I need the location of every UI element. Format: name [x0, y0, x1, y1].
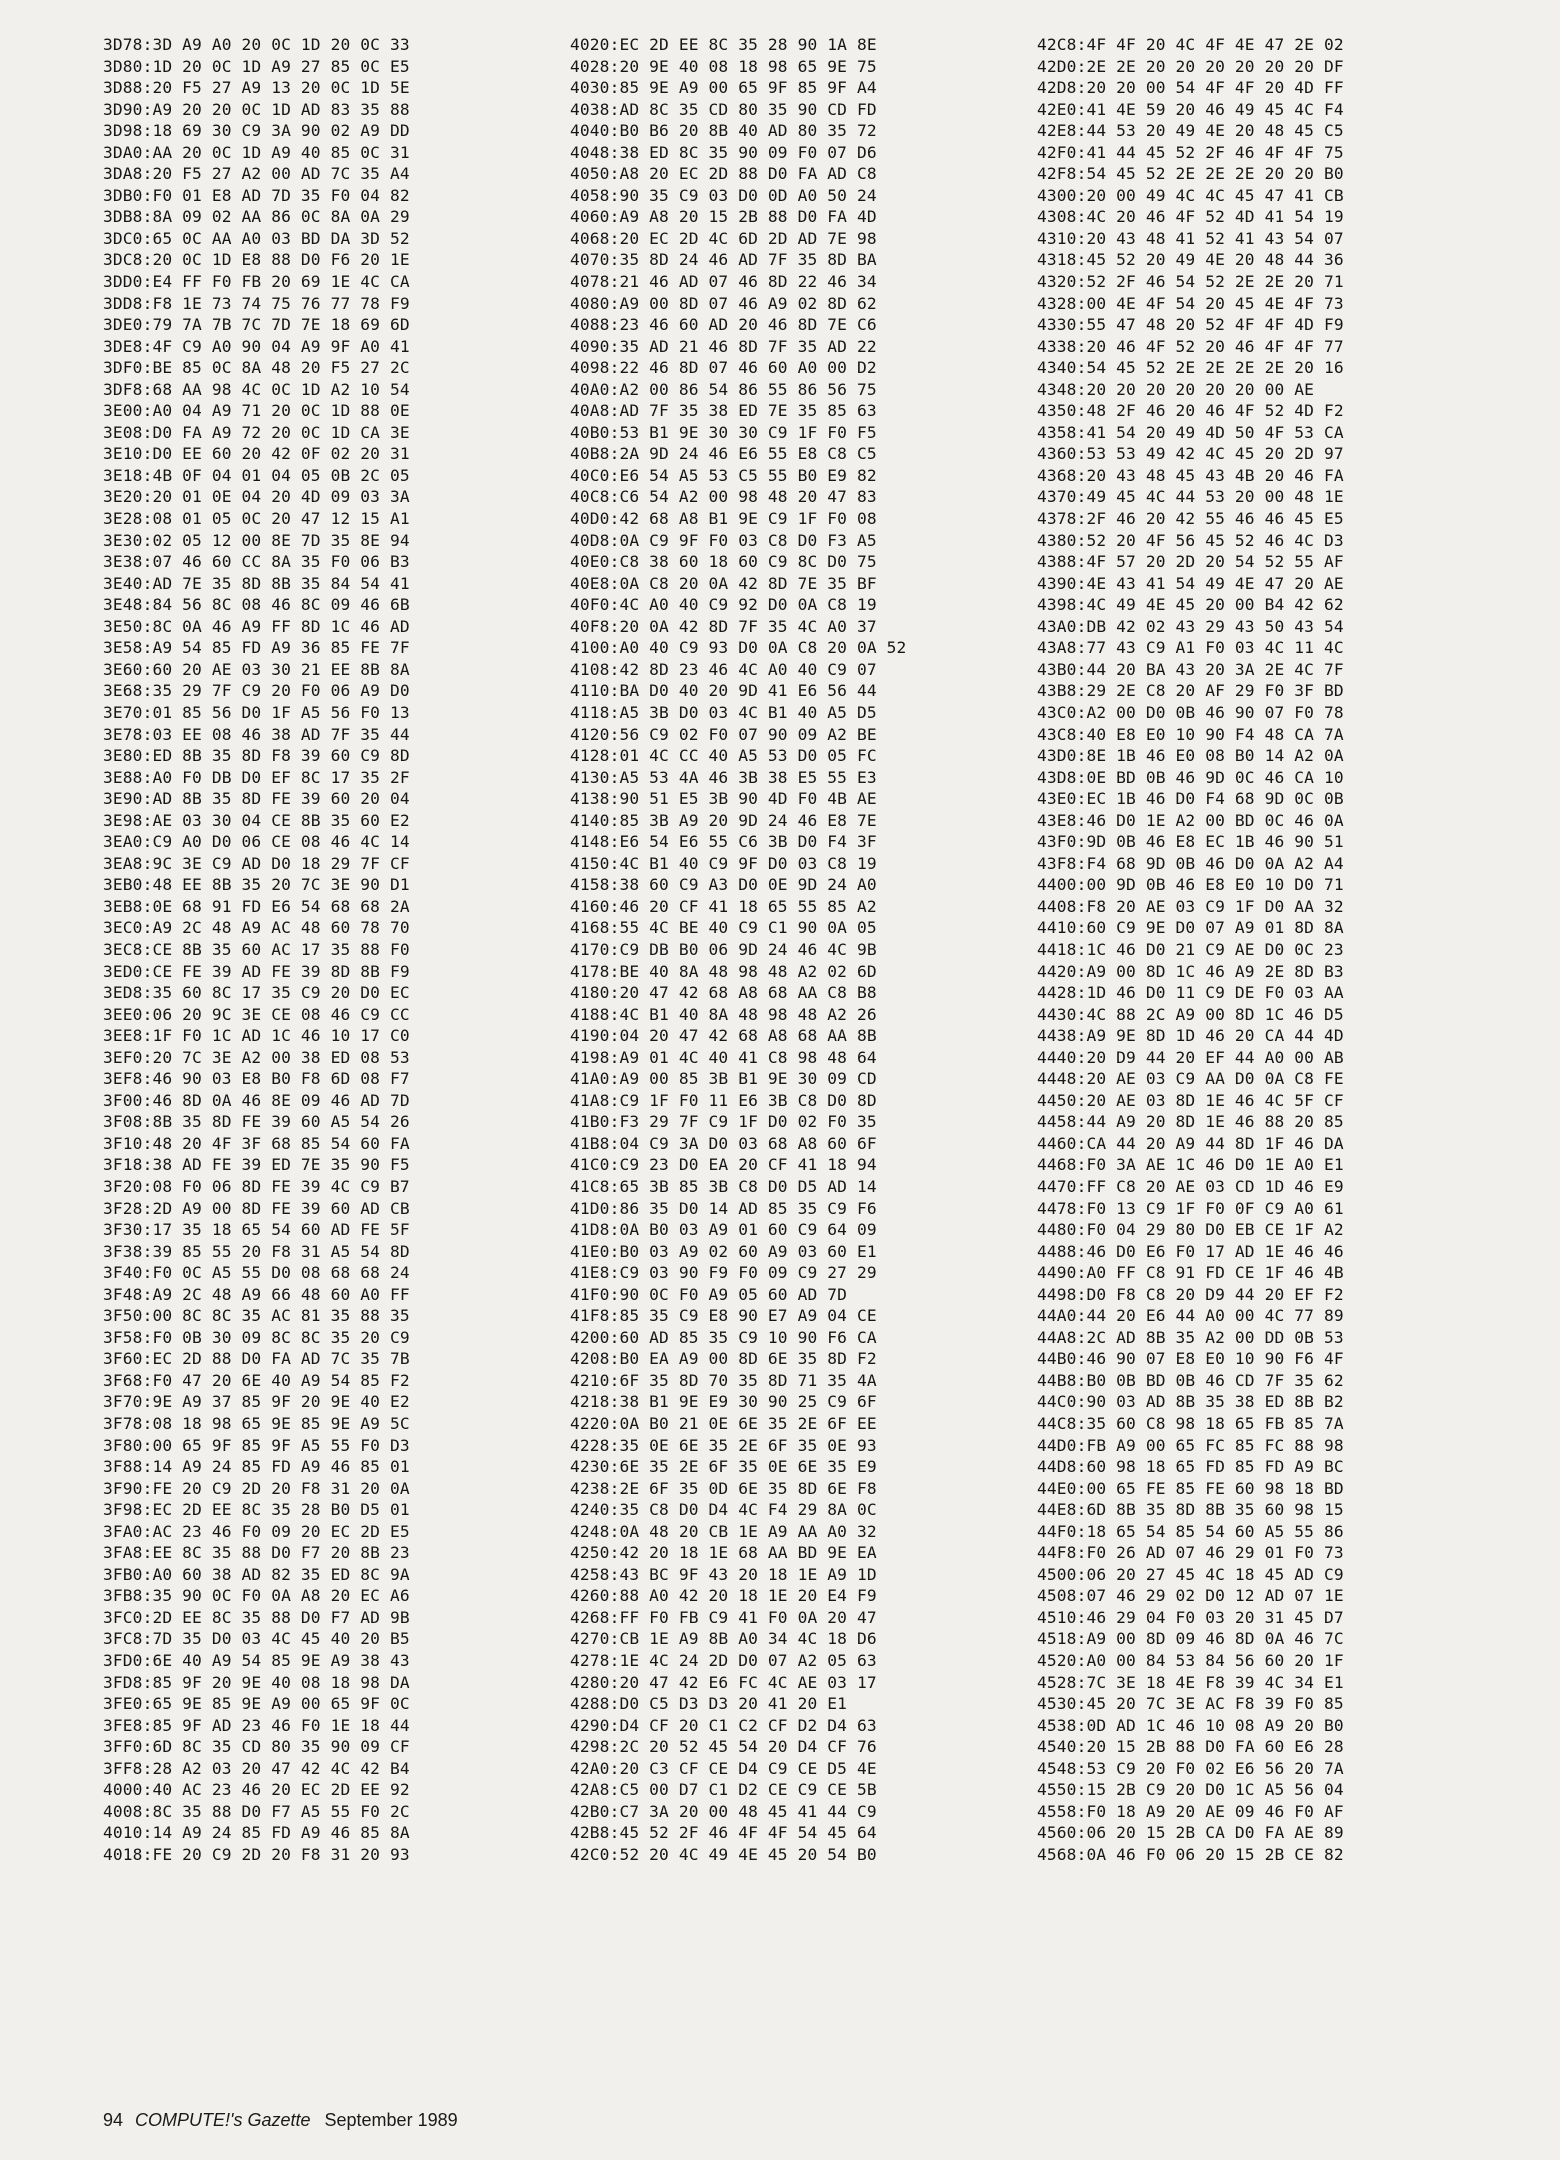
listing-line: 42A0:20 C3 CF CE D4 C9 CE D5 4E — [570, 1758, 877, 1778]
listing-line: 3F98:EC 2D EE 8C 35 28 B0 D5 01 — [103, 1500, 410, 1520]
listing-line: 44F0:18 65 54 85 54 60 A5 55 86 — [1037, 1521, 1344, 1541]
listing-line: 4000:40 AC 23 46 20 EC 2D EE 92 — [103, 1780, 410, 1800]
listing-line: 4030:85 9E A9 00 65 9F 85 9F A4 — [570, 78, 877, 98]
listing-line: 4010:14 A9 24 85 FD A9 46 85 8A — [103, 1823, 410, 1843]
listing-line: 4158:38 60 C9 A3 D0 0E 9D 24 A0 — [570, 875, 877, 895]
listing-line: 4070:35 8D 24 46 AD 7F 35 8D BA — [570, 250, 877, 270]
listing-line: 3D80:1D 20 0C 1D A9 27 85 0C E5 — [103, 56, 410, 76]
listing-line: 4518:A9 00 8D 09 46 8D 0A 46 7C — [1037, 1629, 1344, 1649]
magazine-title: COMPUTE!'s Gazette — [135, 2110, 311, 2130]
listing-line: 42A8:C5 00 D7 C1 D2 CE C9 CE 5B — [570, 1780, 877, 1800]
listing-line: 4008:8C 35 88 D0 F7 A5 55 F0 2C — [103, 1801, 410, 1821]
listing-line: 4238:2E 6F 35 0D 6E 35 8D 6E F8 — [570, 1478, 877, 1498]
listing-line: 41D8:0A B0 03 A9 01 60 C9 64 09 — [570, 1220, 877, 1240]
listing-line: 3DA0:AA 20 0C 1D A9 40 85 0C 31 — [103, 142, 410, 162]
listing-line: 3DF0:BE 85 0C 8A 48 20 F5 27 2C — [103, 358, 410, 378]
listing-line: 4258:43 BC 9F 43 20 18 1E A9 1D — [570, 1564, 877, 1584]
listing-line: 3EE8:1F F0 1C AD 1C 46 10 17 C0 — [103, 1026, 410, 1046]
listing-line: 4120:56 C9 02 F0 07 90 09 A2 BE — [570, 724, 877, 744]
listing-line: 4480:F0 04 29 80 D0 EB CE 1F A2 — [1037, 1220, 1344, 1240]
listing-line: 4478:F0 13 C9 1F F0 0F C9 A0 61 — [1037, 1198, 1344, 1218]
listing-line: 3F20:08 F0 06 8D FE 39 4C C9 B7 — [103, 1176, 410, 1196]
listing-line: 4050:A8 20 EC 2D 88 D0 FA AD C8 — [570, 164, 877, 184]
listing-line: 3E38:07 46 60 CC 8A 35 F0 06 B3 — [103, 552, 410, 572]
listing-line: 4320:52 2F 46 54 52 2E 2E 20 71 — [1037, 272, 1344, 292]
listing-line: 4108:42 8D 23 46 4C A0 40 C9 07 — [570, 659, 877, 679]
listing-line: 44D8:60 98 18 65 FD 85 FD A9 BC — [1037, 1457, 1344, 1477]
listing-line: 3F10:48 20 4F 3F 68 85 54 60 FA — [103, 1133, 410, 1153]
listing-line: 4160:46 20 CF 41 18 65 55 85 A2 — [570, 896, 877, 916]
listing-line: 41A8:C9 1F F0 11 E6 3B C8 D0 8D — [570, 1090, 877, 1110]
listing-line: 4308:4C 20 46 4F 52 4D 41 54 19 — [1037, 207, 1344, 227]
listing-line: 3E78:03 EE 08 46 38 AD 7F 35 44 — [103, 724, 410, 744]
listing-line: 3F48:A9 2C 48 A9 66 48 60 A0 FF — [103, 1284, 410, 1304]
listing-line: 4338:20 46 4F 52 20 46 4F 4F 77 — [1037, 336, 1344, 356]
listing-line: 4328:00 4E 4F 54 20 45 4E 4F 73 — [1037, 293, 1344, 313]
listing-line: 4128:01 4C CC 40 A5 53 D0 05 FC — [570, 746, 877, 766]
listing-line: 4528:7C 3E 18 4E F8 39 4C 34 E1 — [1037, 1672, 1344, 1692]
listing-line: 42D0:2E 2E 20 20 20 20 20 20 DF — [1037, 56, 1344, 76]
listing-line: 40C0:E6 54 A5 53 C5 55 B0 E9 82 — [570, 465, 877, 485]
listing-line: 4300:20 00 49 4C 4C 45 47 41 CB — [1037, 185, 1344, 205]
listing-line: 4540:20 15 2B 88 D0 FA 60 E6 28 — [1037, 1737, 1344, 1757]
listing-line: 40B0:53 B1 9E 30 30 C9 1F F0 F5 — [570, 422, 877, 442]
listing-line: 3E80:ED 8B 35 8D F8 39 60 C9 8D — [103, 746, 410, 766]
listing-line: 3E50:8C 0A 46 A9 FF 8D 1C 46 AD — [103, 616, 410, 636]
listing-line: 4140:85 3B A9 20 9D 24 46 E8 7E — [570, 810, 877, 830]
listing-line: 4060:A9 A8 20 15 2B 88 D0 FA 4D — [570, 207, 877, 227]
listing-line: 3F88:14 A9 24 85 FD A9 46 85 01 — [103, 1457, 410, 1477]
listing-line: 3E28:08 01 05 0C 20 47 12 15 A1 — [103, 509, 410, 529]
listing-line: 4510:46 29 04 F0 03 20 31 45 D7 — [1037, 1607, 1344, 1627]
listing-line: 3E10:D0 EE 60 20 42 0F 02 20 31 — [103, 444, 410, 464]
listing-line: 4040:B0 B6 20 8B 40 AD 80 35 72 — [570, 121, 877, 141]
listing-line: 4118:A5 3B D0 03 4C B1 40 A5 D5 — [570, 702, 877, 722]
listing-line: 3EF8:46 90 03 E8 B0 F8 6D 08 F7 — [103, 1069, 410, 1089]
listing-line: 42F0:41 44 45 52 2F 46 4F 4F 75 — [1037, 142, 1344, 162]
listing-column-3 — [1037, 34, 1477, 1865]
listing-line: 43B8:29 2E C8 20 AF 29 F0 3F BD — [1037, 681, 1344, 701]
listing-line: 3E60:60 20 AE 03 30 21 EE 8B 8A — [103, 659, 410, 679]
listing-line: 4438:A9 9E 8D 1D 46 20 CA 44 4D — [1037, 1026, 1344, 1046]
listing-line: 4020:EC 2D EE 8C 35 28 90 1A 8E — [570, 35, 877, 54]
listing-line: 4150:4C B1 40 C9 9F D0 03 C8 19 — [570, 853, 877, 873]
listing-line: 43C8:40 E8 E0 10 90 F4 48 CA 7A — [1037, 724, 1344, 744]
listing-line: 40B8:2A 9D 24 46 E6 55 E8 C8 C5 — [570, 444, 877, 464]
listing-line: 41F0:90 0C F0 A9 05 60 AD 7D — [570, 1284, 848, 1304]
listing-line: 3FD8:85 9F 20 9E 40 08 18 98 DA — [103, 1672, 410, 1692]
listing-line: 41C0:C9 23 D0 EA 20 CF 41 18 94 — [570, 1155, 877, 1175]
listing-line: 4180:20 47 42 68 A8 68 AA C8 B8 — [570, 983, 877, 1003]
listing-line: 3DE8:4F C9 A0 90 04 A9 9F A0 41 — [103, 336, 410, 356]
listing-line: 43E8:46 D0 1E A2 00 BD 0C 46 0A — [1037, 810, 1344, 830]
listing-line: 3F50:00 8C 8C 35 AC 81 35 88 35 — [103, 1306, 410, 1326]
listing-line: 44C8:35 60 C8 98 18 65 FB 85 7A — [1037, 1414, 1344, 1433]
listing-line: 42D8:20 20 00 54 4F 4F 20 4D FF — [1037, 78, 1344, 98]
listing-line: 42B8:45 52 2F 46 4F 4F 54 45 64 — [570, 1823, 877, 1843]
listing-line: 4310:20 43 48 41 52 41 43 54 07 — [1037, 228, 1344, 248]
listing-line: 44B8:B0 0B BD 0B 46 CD 7F 35 62 — [1037, 1370, 1344, 1390]
listing-line: 44B0:46 90 07 E8 E0 10 90 F6 4F — [1037, 1349, 1344, 1369]
listing-line: 3DB0:F0 01 E8 AD 7D 35 F0 04 82 — [103, 185, 410, 205]
listing-line: 44F8:F0 26 AD 07 46 29 01 F0 73 — [1037, 1543, 1344, 1563]
listing-line: 4430:4C 88 2C A9 00 8D 1C 46 D5 — [1037, 1004, 1344, 1024]
listing-line: 4350:48 2F 46 20 46 4F 52 4D F2 — [1037, 401, 1344, 421]
listing-line: 3ED0:CE FE 39 AD FE 39 8D 8B F9 — [103, 961, 410, 981]
listing-line: 4400:00 9D 0B 46 E8 E0 10 D0 71 — [1037, 875, 1344, 895]
page-number: 94 — [103, 2110, 124, 2130]
listing-line: 44D0:FB A9 00 65 FC 85 FC 88 98 — [1037, 1435, 1344, 1455]
listing-line: 4218:38 B1 9E E9 30 90 25 C9 6F — [570, 1392, 877, 1412]
listing-line: 3DC0:65 0C AA A0 03 BD DA 3D 52 — [103, 228, 410, 248]
listing-line: 40F8:20 0A 42 8D 7F 35 4C A0 37 — [570, 616, 877, 636]
listing-line: 3F30:17 35 18 65 54 60 AD FE 5F — [103, 1220, 410, 1240]
listing-line: 3F80:00 65 9F 85 9F A5 55 F0 D3 — [103, 1435, 410, 1455]
listing-line: 3DD0:E4 FF F0 FB 20 69 1E 4C CA — [103, 272, 410, 292]
listing-line: 3E48:84 56 8C 08 46 8C 09 46 6B — [103, 595, 410, 615]
listing-line: 42C8:4F 4F 20 4C 4F 4E 47 2E 02 — [1037, 35, 1344, 54]
listing-line: 4290:D4 CF 20 C1 C2 CF D2 D4 63 — [570, 1715, 877, 1735]
listing-line: 3F68:F0 47 20 6E 40 A9 54 85 F2 — [103, 1370, 410, 1390]
listing-line: 43D0:8E 1B 46 E0 08 B0 14 A2 0A — [1037, 746, 1344, 766]
listing-line: 4500:06 20 27 45 4C 18 45 AD C9 — [1037, 1564, 1344, 1584]
listing-line: 3E40:AD 7E 35 8D 8B 35 84 54 41 — [103, 573, 410, 593]
listing-line: 4048:38 ED 8C 35 90 09 F0 07 D6 — [570, 142, 877, 162]
listing-line: 4210:6F 35 8D 70 35 8D 71 35 4A — [570, 1370, 877, 1390]
listing-line: 43B0:44 20 BA 43 20 3A 2E 4C 7F — [1037, 659, 1344, 679]
listing-line: 3FB8:35 90 0C F0 0A A8 20 EC A6 — [103, 1586, 410, 1606]
listing-line: 3EB0:48 EE 8B 35 20 7C 3E 90 D1 — [103, 875, 410, 895]
listing-line: 3F08:8B 35 8D FE 39 60 A5 54 26 — [103, 1112, 410, 1132]
listing-line: 4470:FF C8 20 AE 03 CD 1D 46 E9 — [1037, 1176, 1344, 1196]
listing-line: 44A8:2C AD 8B 35 A2 00 DD 0B 53 — [1037, 1327, 1344, 1347]
listing-line: 4288:D0 C5 D3 D3 20 41 20 E1 — [570, 1694, 848, 1714]
listing-line: 4330:55 47 48 20 52 4F 4F 4D F9 — [1037, 315, 1344, 335]
listing-line: 4268:FF F0 FB C9 41 F0 0A 20 47 — [570, 1607, 877, 1627]
listing-line: 3FF8:28 A2 03 20 47 42 4C 42 B4 — [103, 1758, 410, 1778]
listing-line: 4390:4E 43 41 54 49 4E 47 20 AE — [1037, 573, 1344, 593]
listing-line: 3DB8:8A 09 02 AA 86 0C 8A 0A 29 — [103, 207, 410, 227]
listing-line: 3E98:AE 03 30 04 CE 8B 35 60 E2 — [103, 810, 410, 830]
listing-line: 3E20:20 01 0E 04 20 4D 09 03 3A — [103, 487, 410, 507]
listing-line: 3FA0:AC 23 46 F0 09 20 EC 2D E5 — [103, 1521, 410, 1541]
listing-line: 3DC8:20 0C 1D E8 88 D0 F6 20 1E — [103, 250, 410, 270]
listing-line: 4550:15 2B C9 20 D0 1C A5 56 04 — [1037, 1780, 1344, 1800]
listing-line: 3FB0:A0 60 38 AD 82 35 ED 8C 9A — [103, 1564, 410, 1584]
listing-line: 4240:35 C8 D0 D4 4C F4 29 8A 0C — [570, 1500, 877, 1520]
listing-line: 3EC8:CE 8B 35 60 AC 17 35 88 F0 — [103, 939, 410, 959]
listing-line: 4368:20 43 48 45 43 4B 20 46 FA — [1037, 465, 1344, 485]
listing-line: 3D78:3D A9 A0 20 0C 1D 20 0C 33 — [103, 35, 410, 54]
listing-line: 3E70:01 85 56 D0 1F A5 56 F0 13 — [103, 702, 410, 722]
listing-line: 4380:52 20 4F 56 45 52 46 4C D3 — [1037, 530, 1344, 550]
listing-line: 3F28:2D A9 00 8D FE 39 60 AD CB — [103, 1198, 410, 1218]
listing-line: 4250:42 20 18 1E 68 AA BD 9E EA — [570, 1543, 877, 1563]
listing-line: 3E88:A0 F0 DB D0 EF 8C 17 35 2F — [103, 767, 410, 787]
listing-line: 43E0:EC 1B 46 D0 F4 68 9D 0C 0B — [1037, 789, 1344, 809]
listing-line: 3F00:46 8D 0A 46 8E 09 46 AD 7D — [103, 1090, 410, 1110]
listing-line: 4188:4C B1 40 8A 48 98 48 A2 26 — [570, 1004, 877, 1024]
listing-line: 3DF8:68 AA 98 4C 0C 1D A2 10 54 — [103, 379, 410, 399]
listing-line: 3E90:AD 8B 35 8D FE 39 60 20 04 — [103, 789, 410, 809]
listing-line: 4138:90 51 E5 3B 90 4D F0 4B AE — [570, 789, 877, 809]
listing-line: 3E00:A0 04 A9 71 20 0C 1D 88 0E — [103, 401, 410, 421]
listing-line: 4448:20 AE 03 C9 AA D0 0A C8 FE — [1037, 1069, 1344, 1089]
listing-line: 4388:4F 57 20 2D 20 54 52 55 AF — [1037, 552, 1344, 572]
listing-line: 4170:C9 DB B0 06 9D 24 46 4C 9B — [570, 939, 877, 959]
listing-line: 4378:2F 46 20 42 55 46 46 45 E5 — [1037, 509, 1344, 529]
listing-line: 4200:60 AD 85 35 C9 10 90 F6 CA — [570, 1327, 877, 1347]
listing-line: 4168:55 4C BE 40 C9 C1 90 0A 05 — [570, 918, 877, 938]
listing-line: 4558:F0 18 A9 20 AE 09 46 F0 AF — [1037, 1801, 1344, 1821]
listing-line: 4538:0D AD 1C 46 10 08 A9 20 B0 — [1037, 1715, 1344, 1735]
listing-line: 43A8:77 43 C9 A1 F0 03 4C 11 4C — [1037, 638, 1344, 658]
listing-line: 4190:04 20 47 42 68 A8 68 AA 8B — [570, 1026, 877, 1046]
listing-line: 3FD0:6E 40 A9 54 85 9E A9 38 43 — [103, 1651, 410, 1671]
listing-line: 4208:B0 EA A9 00 8D 6E 35 8D F2 — [570, 1349, 877, 1369]
listing-line: 4148:E6 54 E6 55 C6 3B D0 F4 3F — [570, 832, 877, 852]
listing-line: 4548:53 C9 20 F0 02 E6 56 20 7A — [1037, 1758, 1344, 1778]
listing-line: 41F8:85 35 C9 E8 90 E7 A9 04 CE — [570, 1306, 877, 1326]
listing-line: 4270:CB 1E A9 8B A0 34 4C 18 D6 — [570, 1629, 877, 1649]
listing-line: 4090:35 AD 21 46 8D 7F 35 AD 22 — [570, 336, 877, 356]
listing-line: 43C0:A2 00 D0 0B 46 90 07 F0 78 — [1037, 702, 1344, 722]
listing-line: 3EE0:06 20 9C 3E CE 08 46 C9 CC — [103, 1004, 410, 1024]
listing-line: 43D8:0E BD 0B 46 9D 0C 46 CA 10 — [1037, 767, 1344, 787]
listing-line: 4100:A0 40 C9 93 D0 0A C8 20 0A 52 — [570, 638, 907, 658]
listing-line: 3F58:F0 0B 30 09 8C 8C 35 20 C9 — [103, 1327, 410, 1347]
listing-line: 3F40:F0 0C A5 55 D0 08 68 68 24 — [103, 1263, 410, 1283]
listing-line: 3D90:A9 20 20 0C 1D AD 83 35 88 — [103, 99, 410, 119]
listing-line: 3F60:EC 2D 88 D0 FA AD 7C 35 7B — [103, 1349, 410, 1369]
listing-line: 42B0:C7 3A 20 00 48 45 41 44 C9 — [570, 1801, 877, 1821]
listing-line: 3DD8:F8 1E 73 74 75 76 77 78 F9 — [103, 293, 410, 313]
listing-line: 4280:20 47 42 E6 FC 4C AE 03 17 — [570, 1672, 877, 1692]
listing-line: 3EC0:A9 2C 48 A9 AC 48 60 78 70 — [103, 918, 410, 938]
listing-line: 4410:60 C9 9E D0 07 A9 01 8D 8A — [1037, 918, 1344, 938]
listing-line: 3E58:A9 54 85 FD A9 36 85 FE 7F — [103, 638, 410, 658]
issue-date: September 1989 — [324, 2110, 458, 2130]
listing-line: 3F90:FE 20 C9 2D 20 F8 31 20 0A — [103, 1478, 410, 1498]
listing-line: 4520:A0 00 84 53 84 56 60 20 1F — [1037, 1651, 1344, 1671]
listing-line: 44C0:90 03 AD 8B 35 38 ED 8B B2 — [1037, 1392, 1344, 1412]
listing-line: 4488:46 D0 E6 F0 17 AD 1E 46 46 — [1037, 1241, 1344, 1261]
listing-line: 3E08:D0 FA A9 72 20 0C 1D CA 3E — [103, 422, 410, 442]
listing-line: 4298:2C 20 52 45 54 20 D4 CF 76 — [570, 1737, 877, 1757]
listing-line: 4178:BE 40 8A 48 98 48 A2 02 6D — [570, 961, 877, 981]
listing-line: 3EB8:0E 68 91 FD E6 54 68 68 2A — [103, 896, 410, 916]
listing-line: 4260:88 A0 42 20 18 1E 20 E4 F9 — [570, 1586, 877, 1606]
listing-line: 4068:20 EC 2D 4C 6D 2D AD 7E 98 — [570, 228, 877, 248]
listing-line: 40D8:0A C9 9F F0 03 C8 D0 F3 A5 — [570, 530, 877, 550]
listing-line: 3EA0:C9 A0 D0 06 CE 08 46 4C 14 — [103, 832, 410, 852]
listing-line: 4028:20 9E 40 08 18 98 65 9E 75 — [570, 56, 877, 76]
listing-line: 40A8:AD 7F 35 38 ED 7E 35 85 63 — [570, 401, 877, 421]
listing-line: 3DE0:79 7A 7B 7C 7D 7E 18 69 6D — [103, 315, 410, 335]
listing-line: 4318:45 52 20 49 4E 20 48 44 36 — [1037, 250, 1344, 270]
listing-line: 4498:D0 F8 C8 20 D9 44 20 EF F2 — [1037, 1284, 1344, 1304]
listing-line: 3E68:35 29 7F C9 20 F0 06 A9 D0 — [103, 681, 410, 701]
listing-line: 3FC8:7D 35 D0 03 4C 45 40 20 B5 — [103, 1629, 410, 1649]
listing-line: 4530:45 20 7C 3E AC F8 39 F0 85 — [1037, 1694, 1344, 1714]
listing-line: 4058:90 35 C9 03 D0 0D A0 50 24 — [570, 185, 877, 205]
listing-column-2 — [570, 34, 1010, 1865]
listing-line: 41A0:A9 00 85 3B B1 9E 30 09 CD — [570, 1069, 877, 1089]
listing-line: 3E30:02 05 12 00 8E 7D 35 8E 94 — [103, 530, 410, 550]
listing-line: 40C8:C6 54 A2 00 98 48 20 47 83 — [570, 487, 877, 507]
listing-line: 4230:6E 35 2E 6F 35 0E 6E 35 E9 — [570, 1457, 877, 1477]
listing-line: 3F38:39 85 55 20 F8 31 A5 54 8D — [103, 1241, 410, 1261]
listing-line: 3FC0:2D EE 8C 35 88 D0 F7 AD 9B — [103, 1607, 410, 1627]
listing-line: 40A0:A2 00 86 54 86 55 86 56 75 — [570, 379, 877, 399]
listing-line: 4370:49 45 4C 44 53 20 00 48 1E — [1037, 487, 1344, 507]
listing-line: 4420:A9 00 8D 1C 46 A9 2E 8D B3 — [1037, 961, 1344, 981]
listing-line: 44E0:00 65 FE 85 FE 60 98 18 BD — [1037, 1478, 1344, 1498]
listing-line: 4018:FE 20 C9 2D 20 F8 31 20 93 — [103, 1844, 410, 1864]
listing-line: 4078:21 46 AD 07 46 8D 22 46 34 — [570, 272, 877, 292]
listing-line: 4440:20 D9 44 20 EF 44 A0 00 AB — [1037, 1047, 1344, 1067]
listing-line: 3FE8:85 9F AD 23 46 F0 1E 18 44 — [103, 1715, 410, 1735]
listing-line: 4348:20 20 20 20 20 20 00 AE — [1037, 379, 1315, 399]
listing-line: 3F18:38 AD FE 39 ED 7E 35 90 F5 — [103, 1155, 410, 1175]
listing-line: 4228:35 0E 6E 35 2E 6F 35 0E 93 — [570, 1435, 877, 1455]
listing-line: 3F70:9E A9 37 85 9F 20 9E 40 E2 — [103, 1392, 410, 1412]
listing-column-1 — [103, 34, 543, 1865]
listing-line: 4220:0A B0 21 0E 6E 35 2E 6F EE — [570, 1414, 877, 1433]
listing-line: 4460:CA 44 20 A9 44 8D 1F 46 DA — [1037, 1133, 1344, 1153]
listing-line: 41B8:04 C9 3A D0 03 68 A8 60 6F — [570, 1133, 877, 1153]
listing-line: 43F8:F4 68 9D 0B 46 D0 0A A2 A4 — [1037, 853, 1344, 873]
listing-line: 40D0:42 68 A8 B1 9E C9 1F F0 08 — [570, 509, 877, 529]
listing-line: 4098:22 46 8D 07 46 60 A0 00 D2 — [570, 358, 877, 378]
listing-line: 3ED8:35 60 8C 17 35 C9 20 D0 EC — [103, 983, 410, 1003]
listing-line: 4088:23 46 60 AD 20 46 8D 7E C6 — [570, 315, 877, 335]
listing-line: 40E8:0A C8 20 0A 42 8D 7E 35 BF — [570, 573, 877, 593]
listing-line: 3FE0:65 9E 85 9E A9 00 65 9F 0C — [103, 1694, 410, 1714]
listing-line: 44A0:44 20 E6 44 A0 00 4C 77 89 — [1037, 1306, 1344, 1326]
listing-line: 3FF0:6D 8C 35 CD 80 35 90 09 CF — [103, 1737, 410, 1757]
listing-line: 4428:1D 46 D0 11 C9 DE F0 03 AA — [1037, 983, 1344, 1003]
listing-line: 4340:54 45 52 2E 2E 2E 2E 20 16 — [1037, 358, 1344, 378]
listing-line: 41E0:B0 03 A9 02 60 A9 03 60 E1 — [570, 1241, 877, 1261]
listing-line: 3F78:08 18 98 65 9E 85 9E A9 5C — [103, 1414, 410, 1433]
listing-line: 4198:A9 01 4C 40 41 C8 98 48 64 — [570, 1047, 877, 1067]
listing-line: 41E8:C9 03 90 F9 F0 09 C9 27 29 — [570, 1263, 877, 1283]
listing-line: 4038:AD 8C 35 CD 80 35 90 CD FD — [570, 99, 877, 119]
listing-line: 42E0:41 4E 59 20 46 49 45 4C F4 — [1037, 99, 1344, 119]
listing-line: 40F0:4C A0 40 C9 92 D0 0A C8 19 — [570, 595, 877, 615]
listing-line: 41C8:65 3B 85 3B C8 D0 D5 AD 14 — [570, 1176, 877, 1196]
listing-line: 4248:0A 48 20 CB 1E A9 AA A0 32 — [570, 1521, 877, 1541]
listing-line: 4080:A9 00 8D 07 46 A9 02 8D 62 — [570, 293, 877, 313]
listing-line: 3FA8:EE 8C 35 88 D0 F7 20 8B 23 — [103, 1543, 410, 1563]
listing-line: 4468:F0 3A AE 1C 46 D0 1E A0 E1 — [1037, 1155, 1344, 1175]
listing-line: 42E8:44 53 20 49 4E 20 48 45 C5 — [1037, 121, 1344, 141]
listing-line: 3E18:4B 0F 04 01 04 05 0B 2C 05 — [103, 465, 410, 485]
listing-line: 44E8:6D 8B 35 8D 8B 35 60 98 15 — [1037, 1500, 1344, 1520]
listing-line: 3D98:18 69 30 C9 3A 90 02 A9 DD — [103, 121, 410, 141]
listing-line: 4360:53 53 49 42 4C 45 20 2D 97 — [1037, 444, 1344, 464]
listing-line: 43F0:9D 0B 46 E8 EC 1B 46 90 51 — [1037, 832, 1344, 852]
listing-line: 4418:1C 46 D0 21 C9 AE D0 0C 23 — [1037, 939, 1344, 959]
listing-line: 41B0:F3 29 7F C9 1F D0 02 F0 35 — [570, 1112, 877, 1132]
listing-line: 4130:A5 53 4A 46 3B 38 E5 55 E3 — [570, 767, 877, 787]
listing-line: 4458:44 A9 20 8D 1E 46 88 20 85 — [1037, 1112, 1344, 1132]
listing-line: 42C0:52 20 4C 49 4E 45 20 54 B0 — [570, 1844, 877, 1864]
listing-line: 42F8:54 45 52 2E 2E 2E 20 20 B0 — [1037, 164, 1344, 184]
listing-line: 3EA8:9C 3E C9 AD D0 18 29 7F CF — [103, 853, 410, 873]
listing-line: 3D88:20 F5 27 A9 13 20 0C 1D 5E — [103, 78, 410, 98]
listing-line: 4408:F8 20 AE 03 C9 1F D0 AA 32 — [1037, 896, 1344, 916]
listing-line: 3EF0:20 7C 3E A2 00 38 ED 08 53 — [103, 1047, 410, 1067]
listing-line: 4568:0A 46 F0 06 20 15 2B CE 82 — [1037, 1844, 1344, 1864]
listing-line: 4398:4C 49 4E 45 20 00 B4 42 62 — [1037, 595, 1344, 615]
listing-line: 4490:A0 FF C8 91 FD CE 1F 46 4B — [1037, 1263, 1344, 1283]
listing-line: 41D0:86 35 D0 14 AD 85 35 C9 F6 — [570, 1198, 877, 1218]
listing-line: 4450:20 AE 03 8D 1E 46 4C 5F CF — [1037, 1090, 1344, 1110]
listing-line: 4110:BA D0 40 20 9D 41 E6 56 44 — [570, 681, 877, 701]
listing-line: 4560:06 20 15 2B CA D0 FA AE 89 — [1037, 1823, 1344, 1843]
listing-line: 4358:41 54 20 49 4D 50 4F 53 CA — [1037, 422, 1344, 442]
listing-line: 4278:1E 4C 24 2D D0 07 A2 05 63 — [570, 1651, 877, 1671]
listing-line: 4508:07 46 29 02 D0 12 AD 07 1E — [1037, 1586, 1344, 1606]
listing-line: 40E0:C8 38 60 18 60 C9 8C D0 75 — [570, 552, 877, 572]
listing-line: 3DA8:20 F5 27 A2 00 AD 7C 35 A4 — [103, 164, 410, 184]
listing-line: 43A0:DB 42 02 43 29 43 50 43 54 — [1037, 616, 1344, 636]
page-footer — [103, 2110, 458, 2131]
